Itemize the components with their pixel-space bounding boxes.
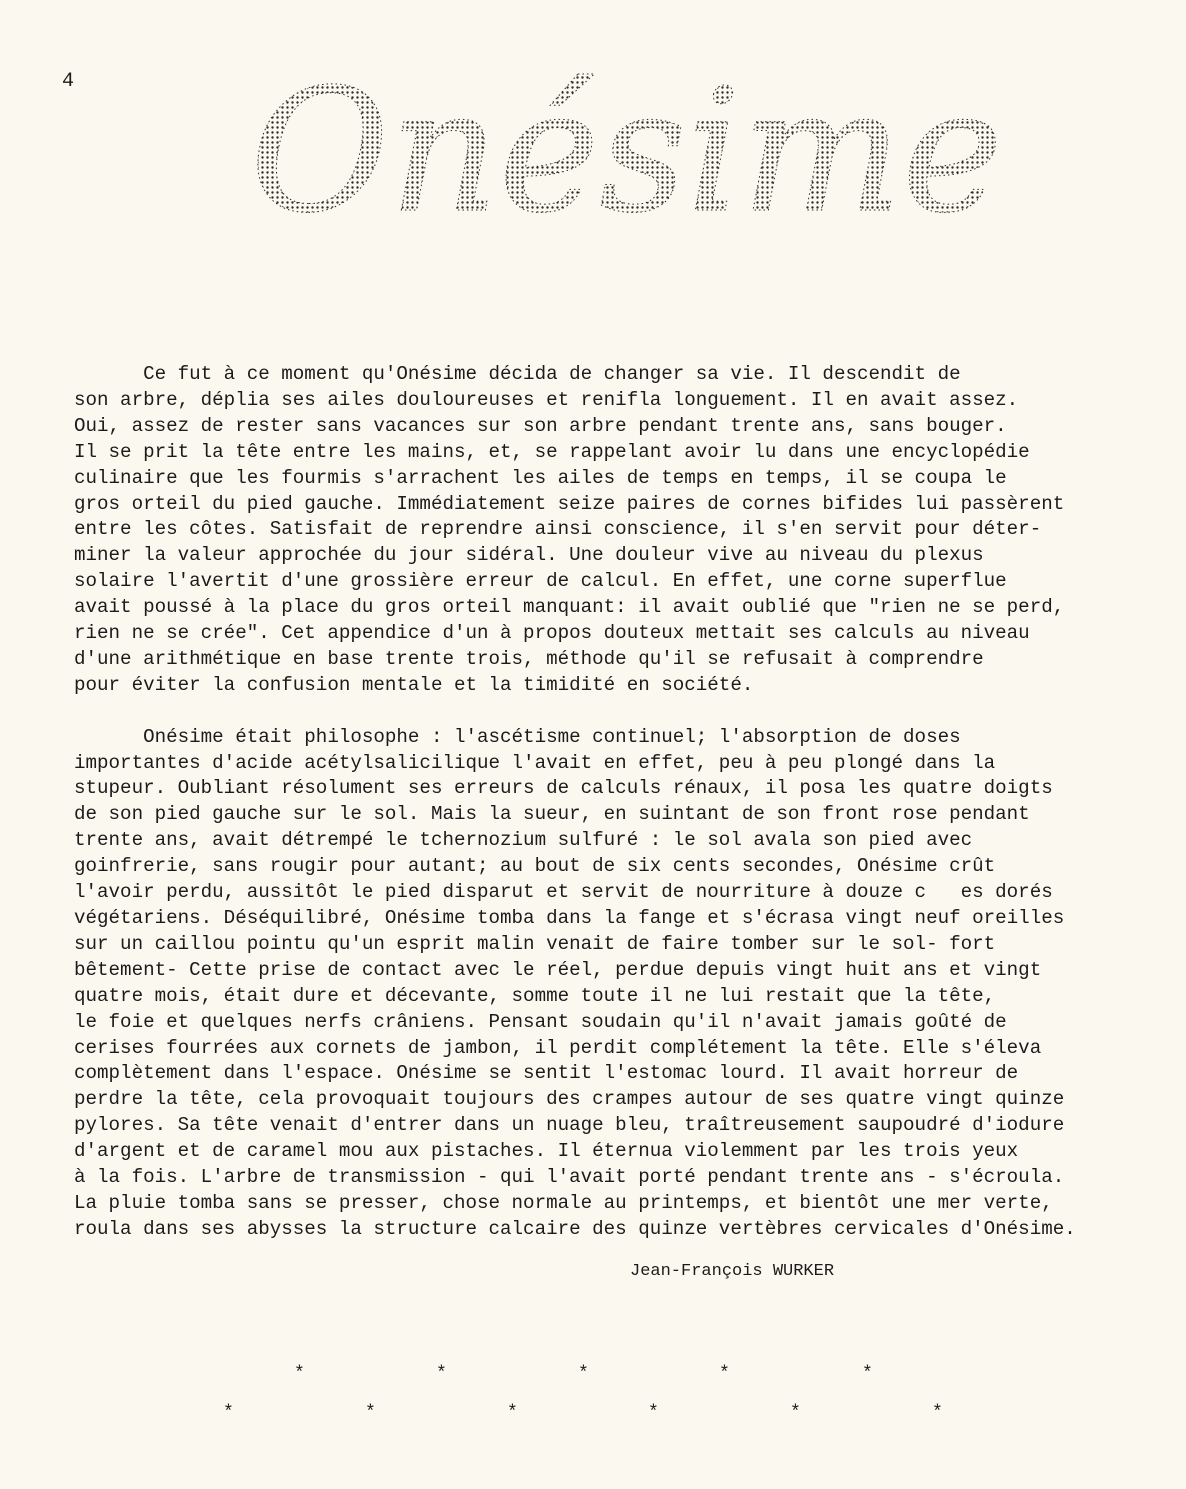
text-line: culinaire que les fourmis s'arrachent les ailes de temps en temps, il se coupa le — [74, 466, 1007, 489]
text-line: cerises fourrées aux cornets de jambon, il perdit complétement la tête. Elle s'éleva — [74, 1036, 1042, 1059]
text-line: avait poussé à la place du gros orteil manquant: il avait oublié que "rien ne se perd, — [74, 596, 1065, 619]
ornament-star: * — [790, 1403, 801, 1423]
title-svg — [240, 53, 1003, 251]
ornament-star: * — [436, 1364, 447, 1384]
text-line: son arbre, déplia ses ailes douloureuses et renifla longuement. Il en avait assez. — [74, 388, 1019, 411]
text-line: perdre la tête, cela provoquait toujours des crampes autour de ses quatre vingt quinze — [74, 1088, 1065, 1111]
text-line: stupeur. Oubliant résolument ses erreurs de calculs rénaux, il posa les quatre doigts — [74, 777, 1053, 800]
author-signature: Jean-François WURKER — [630, 1262, 835, 1281]
text-line: Oui, assez de rester sans vacances sur son arbre pendant trente ans, sans bouger. — [74, 414, 1007, 437]
text-line: Onésime était philosophe : l'ascétisme continuel; l'absorption de doses — [74, 725, 961, 748]
text-line: importantes d'acide acétylsalicilique l'avait en effet, peu à peu plongé dans la — [74, 751, 996, 774]
text-line: rien ne se crée". Cet appendice d'un à propos douteux mettait ses calculs au niveau — [74, 622, 1030, 645]
text-line: l'avoir perdu, aussitôt le pied disparut et servit de nourriture à douze c es dorés — [74, 881, 1053, 904]
text-line: miner la valeur approchée du jour sidéral. Une douleur vive au niveau du plexus — [74, 544, 984, 567]
text-line: gros orteil du pied gauche. Immédiatement seize paires de cornes bifides lui passèrent — [74, 492, 1065, 515]
text-line: à la fois. L'arbre de transmission - qui l'avait porté pendant trente ans - s'écroula. — [74, 1166, 1065, 1189]
text-line: pour éviter la confusion mentale et la timidité en société. — [74, 673, 754, 696]
page-number: 4 — [62, 70, 75, 93]
text-line: de son pied gauche sur le sol. Mais la sueur, en suintant de son front rose pendant — [74, 803, 1030, 826]
text-line: bêtement- Cette prise de contact avec le réel, perdue depuis vingt huit ans et vingt — [74, 958, 1042, 981]
text-line: goinfrerie, sans rougir pour autant; au bout de six cents secondes, Onésime crût — [74, 855, 996, 878]
text-line: trente ans, avait détrempé le tchernozium sulfuré : le sol avala son pied avec — [74, 829, 973, 852]
text-line: le foie et quelques nerfs crâniens. Pensant soudain qu'il n'avait jamais goûté de — [74, 1010, 1007, 1033]
ornament-star: * — [294, 1364, 305, 1384]
ornament-star: * — [719, 1364, 730, 1384]
text-line: Ce fut à ce moment qu'Onésime décida de changer sa vie. Il descendit de — [74, 363, 961, 385]
text-line: roula dans ses abysses la structure calcaire des quinze vertèbres cervicales d'Onésime. — [74, 1217, 1076, 1240]
ornament-star: * — [862, 1364, 873, 1384]
paragraph-gap — [74, 699, 1114, 725]
text-line: La pluie tomba sans se presser, chose normale au printemps, et bientôt une mer verte, — [74, 1191, 1053, 1214]
title-text: Onésime — [250, 53, 1003, 251]
ornament-star: * — [365, 1403, 376, 1423]
text-line: solaire l'avertit d'une grossière erreur de calcul. En effet, une corne superflue — [74, 570, 1007, 593]
text-line: d'argent et de caramel mou aux pistaches. Il éternua violemment par les trois yeux — [74, 1140, 1019, 1163]
ornament-star: * — [932, 1403, 943, 1423]
ornament-star: * — [223, 1403, 234, 1423]
text-line: quatre mois, était dure et décevante, somme toute il ne lui restait que la tête, — [74, 984, 996, 1007]
story-body — [74, 362, 1114, 1243]
text-line: entre les côtes. Satisfait de reprendre ainsi conscience, il s'en servit pour déter- — [74, 518, 1042, 541]
paragraph-1 — [74, 362, 1114, 699]
text-line: pylores. Sa tête venait d'entrer dans un nuage bleu, traîtreusement saupoudré d'iodure — [74, 1114, 1065, 1137]
text-line: d'une arithmétique en base trente trois, méthode qu'il se refusait à comprendre — [74, 647, 984, 670]
title-logo — [240, 53, 1003, 251]
ornament-star: * — [507, 1403, 518, 1423]
text-line: sur un caillou pointu qu'un esprit malin venait de faire tomber sur le sol- fort — [74, 932, 996, 955]
ornament-star: * — [648, 1403, 659, 1423]
text-line: complètement dans l'espace. Onésime se sentit l'estomac lourd. Il avait horreur de — [74, 1062, 1019, 1085]
ornament-star: * — [578, 1364, 589, 1384]
paragraph-2 — [74, 725, 1114, 1243]
text-line: végétariens. Déséquilibré, Onésime tomba dans la fange et s'écrasa vingt neuf oreilles — [74, 907, 1065, 930]
text-line: Il se prit la tête entre les mains, et, se rappelant avoir lu dans une encyclopédie — [74, 440, 1030, 463]
